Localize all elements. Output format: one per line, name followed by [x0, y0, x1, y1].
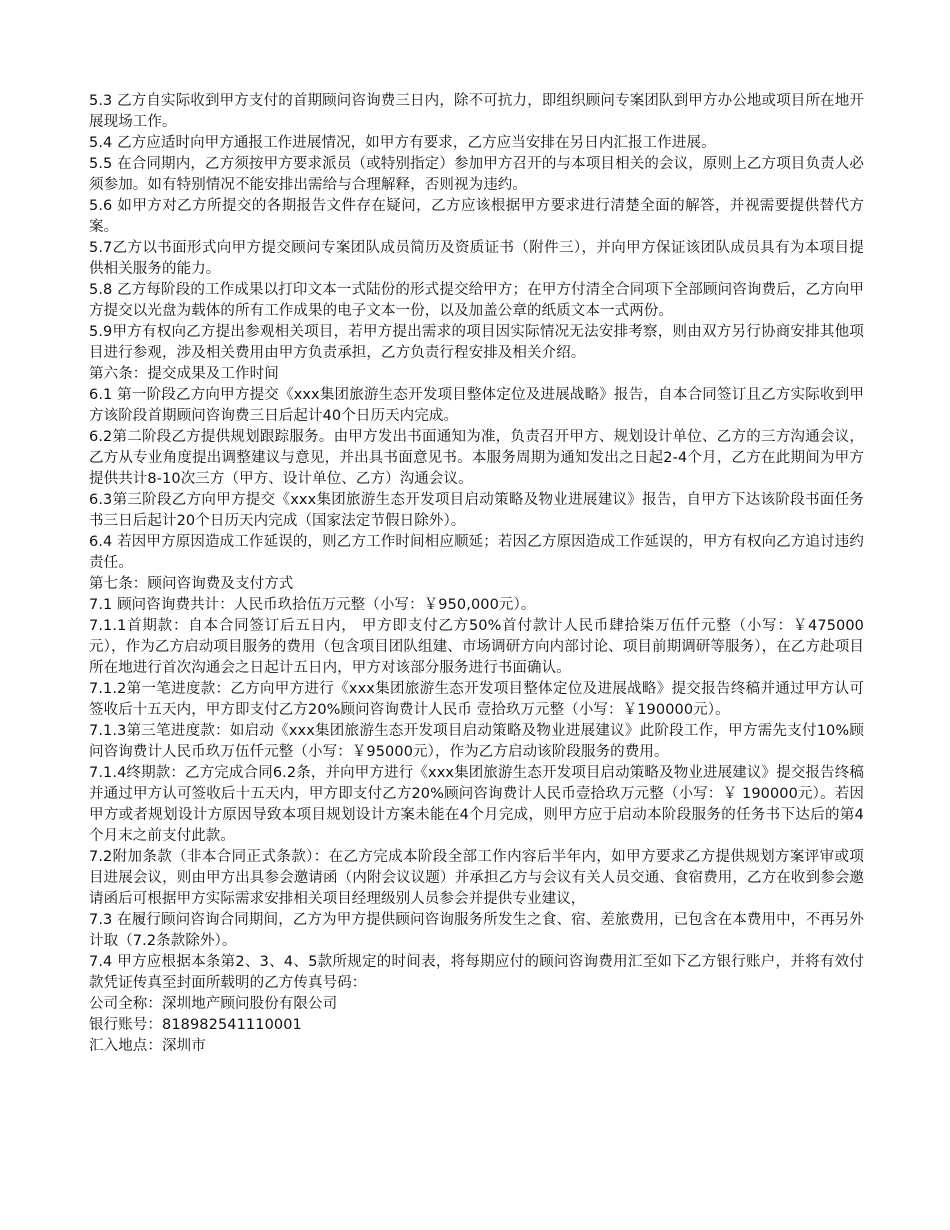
clause-7-3: 7.3 在履行顾问咨询合同期间，乙方为甲方提供顾问咨询服务所发生之食、宿、差旅费用，已包含在本费用中，不再另外计取（7.2条款除外）。	[89, 912, 864, 949]
clause-6-2: 6.2第二阶段乙方提供规划跟踪服务。由甲方发出书面通知为准，负责召开甲方、规划设计单位、乙方的三方沟通会议，乙方从专业角度提出调整建议与意见，并出具书面意见书。本服务周期为通知发出之日起2-4个月，乙方在此期间为甲方提供共计8-10次三方（甲方、设计单位、乙方）沟通会议。	[89, 429, 864, 487]
clause-7-1-2: 7.1.2第一笔进度款：乙方向甲方进行《xxx集团旅游生态开发项目整体定位及进展战略》提交报告终稿并通过甲方认可签收后十五天内，甲方即支付乙方20%顾问咨询费计人民币 壹拾玖万元整（小写：￥190000元）。	[89, 681, 864, 718]
clause-5-9: 5.9甲方有权向乙方提出参观相关项目，若甲方提出需求的项目因实际情况无法安排考察，则由双方另行协商安排其他项目进行参观，涉及相关费用由甲方负责承担，乙方负责行程安排及相关介绍。	[89, 324, 864, 361]
clause-6-3: 6.3第三阶段乙方向甲方提交《xxx集团旅游生态开发项目启动策略及物业进展建议》报告，自甲方下达该阶段书面任务书三日后起计20个日历天内完成（国家法定节假日除外）。	[89, 492, 864, 529]
article-6-heading: 第六条：提交成果及工作时间	[89, 366, 279, 382]
clause-7-1: 7.1 顾问咨询费共计：人民币玖拾伍万元整（小写：￥950,000元）。	[89, 597, 536, 613]
clause-5-3: 5.3 乙方自实际收到甲方支付的首期顾问咨询费三日内，除不可抗力，即组织顾问专案团队到甲方办公地或项目所在地开展现场工作。	[89, 93, 864, 130]
clause-6-1: 6.1 第一阶段乙方向甲方提交《xxx集团旅游生态开发项目整体定位及进展战略》报告，自本合同签订且乙方实际收到甲方该阶段首期顾问咨询费三日后起计40个日历天内完成。	[89, 387, 864, 424]
company-name-line: 公司全称：深圳地产顾问股份有限公司	[89, 996, 338, 1012]
bank-account-line: 银行账号：818982541110001	[89, 1017, 302, 1033]
clause-7-4: 7.4 甲方应根据本条第2、3、4、5款所规定的时间表，将每期应付的顾问咨询费用汇至如下乙方银行账户，并将有效付款凭证传真至封面所载明的乙方传真号码：	[89, 954, 864, 991]
clause-7-2: 7.2附加条款（非本合同正式条款）：在乙方完成本阶段全部工作内容后半年内，如甲方要求乙方提供规划方案评审或项目进展会议，则由甲方出具参会邀请函（内附会议议题）并承担乙方与会议有关人员交通、食宿费用，乙方在收到参会邀请函后可根据甲方实际需求安排相关项目经理级别人员参会并提供专业建议，	[89, 849, 864, 907]
document-body	[89, 91, 864, 1057]
clause-7-1-1: 7.1.1首期款：自本合同签订后五日内， 甲方即支付乙方50%首付款计人民币肆拾柒万伍仟元整（小写：￥475000元），作为乙方启动项目服务的费用（包含项目团队组建、市场调研方向内部讨论、项目前期调研等服务），在乙方赴项目所在地进行首次沟通会之日起计五日内，甲方对该部分服务进行书面确认。	[89, 618, 864, 676]
clause-6-4: 6.4 若因甲方原因造成工作延误的，则乙方工作时间相应顺延；若因乙方原因造成工作延误的，甲方有权向乙方追讨违约责任。	[89, 534, 864, 571]
clause-7-1-4: 7.1.4终期款：乙方完成合同6.2条，并向甲方进行《xxx集团旅游生态开发项目启动策略及物业进展建议》提交报告终稿并通过甲方认可签收后十五天内，甲方即支付乙方20%顾问咨询费计人民币壹拾玖万元整（小写：￥ 190000元）。若因甲方或者规划设计方原因导致本项目规划设计方案未能在4个月完成，则甲方应于启动本阶段服务的任务书下达后的第4个月末之前支付此款。	[89, 765, 864, 844]
remittance-location-line: 汇入地点：深圳市	[89, 1038, 206, 1054]
clause-7-1-3: 7.1.3第三笔进度款：如启动《xxx集团旅游生态开发项目启动策略及物业进展建议》此阶段工作，甲方需先支付10%顾问咨询费计人民币玖万伍仟元整（小写：￥95000元），作为乙方启动该阶段服务的费用。	[89, 723, 864, 760]
clause-5-8: 5.8 乙方每阶段的工作成果以打印文本一式陆份的形式提交给甲方；在甲方付清全合同项下全部顾问咨询费后，乙方向甲方提交以光盘为载体的所有工作成果的电子文本一份，以及加盖公章的纸质文本一式两份。	[89, 282, 864, 319]
clause-5-7: 5.7乙方以书面形式向甲方提交顾问专案团队成员简历及资质证书（附件三），并向甲方保证该团队成员具有为本项目提供相关服务的能力。	[89, 240, 864, 277]
clause-5-6: 5.6 如甲方对乙方所提交的各期报告文件存在疑问，乙方应该根据甲方要求进行清楚全面的解答，并视需要提供替代方案。	[89, 198, 864, 235]
article-7-heading: 第七条：顾问咨询费及支付方式	[89, 576, 294, 592]
clause-5-4: 5.4 乙方应适时向甲方通报工作进展情况，如甲方有要求，乙方应当安排在另日内汇报工作进展。	[89, 135, 716, 151]
clause-5-5: 5.5 在合同期内，乙方须按甲方要求派员（或特别指定）参加甲方召开的与本项目相关的会议，原则上乙方项目负责人必须参加。如有特别情况不能安排出需给与合理解释，否则视为违约。	[89, 156, 864, 193]
